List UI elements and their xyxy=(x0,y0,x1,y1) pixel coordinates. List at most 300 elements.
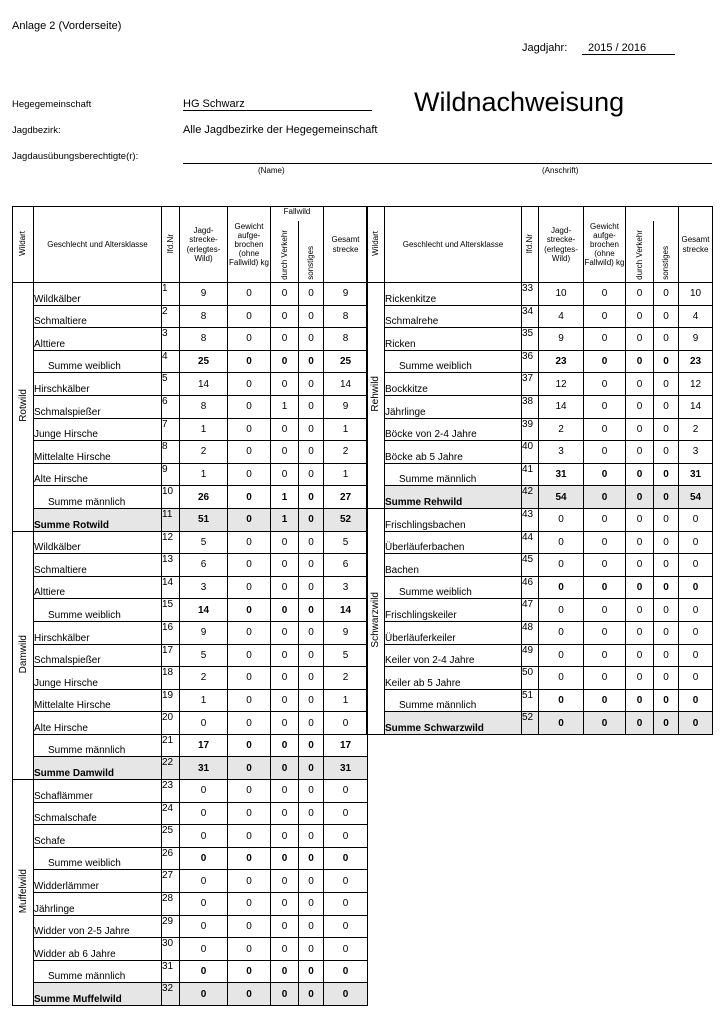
cell-strecke: 0 xyxy=(539,599,584,622)
cell-strecke: 0 xyxy=(539,689,584,712)
cell-gewicht: 0 xyxy=(584,350,626,373)
cell-gesamt: 1 xyxy=(324,463,368,486)
cell-class: Jährlinge xyxy=(34,893,162,916)
cell-verkehr: 0 xyxy=(271,712,299,735)
cell-gewicht: 0 xyxy=(584,395,626,418)
cell-sonstiges: 0 xyxy=(654,350,679,373)
cell-verkehr: 0 xyxy=(271,802,299,825)
cell-strecke: 5 xyxy=(180,644,228,667)
cell-verkehr: 0 xyxy=(626,644,654,667)
cell-class: Summe Muffelwild xyxy=(34,983,162,1006)
cell-sonstiges: 0 xyxy=(299,667,324,690)
cell-class: Wildkälber xyxy=(34,283,162,306)
cell-class: Rickenkitze xyxy=(385,283,522,306)
cell-class: Junge Hirsche xyxy=(34,418,162,441)
table-row xyxy=(13,283,368,306)
table-row xyxy=(13,870,368,893)
cell-strecke: 51 xyxy=(180,508,228,531)
table-row xyxy=(13,802,368,825)
wildnachweis-table-right xyxy=(366,206,713,735)
cell-nr: 4 xyxy=(162,350,180,373)
cell-verkehr: 0 xyxy=(626,441,654,464)
cell-gewicht: 0 xyxy=(228,305,271,328)
cell-nr: 17 xyxy=(162,644,180,667)
cell-class: Mittelalte Hirsche xyxy=(34,441,162,464)
cell-strecke: 0 xyxy=(180,847,228,870)
cell-nr: 5 xyxy=(162,373,180,396)
cell-nr: 34 xyxy=(522,305,539,328)
table-row xyxy=(367,576,713,599)
cell-gesamt: 0 xyxy=(324,938,368,961)
cell-verkehr: 0 xyxy=(271,644,299,667)
cell-verkehr: 0 xyxy=(626,599,654,622)
cell-sonstiges: 0 xyxy=(299,983,324,1006)
cell-class: Alte Hirsche xyxy=(34,463,162,486)
cell-gesamt: 1 xyxy=(324,418,368,441)
cell-verkehr: 0 xyxy=(271,689,299,712)
cell-class: Summe männlich xyxy=(385,689,522,712)
cell-gewicht: 0 xyxy=(228,599,271,622)
cell-nr: 25 xyxy=(162,825,180,848)
table-row xyxy=(13,847,368,870)
cell-gewicht: 0 xyxy=(584,599,626,622)
cell-gewicht: 0 xyxy=(584,508,626,531)
cell-gewicht: 0 xyxy=(584,486,626,509)
cell-sonstiges: 0 xyxy=(299,757,324,780)
cell-strecke: 10 xyxy=(539,283,584,306)
cell-sonstiges: 0 xyxy=(299,328,324,351)
cell-verkehr: 0 xyxy=(271,915,299,938)
cell-nr: 45 xyxy=(522,554,539,577)
group-label-muffelwild: Muffelwild xyxy=(13,780,34,1006)
cell-nr: 9 xyxy=(162,463,180,486)
cell-gesamt: 2 xyxy=(324,667,368,690)
cell-sonstiges: 0 xyxy=(299,441,324,464)
cell-verkehr: 0 xyxy=(271,350,299,373)
table-row xyxy=(13,599,368,622)
cell-nr: 13 xyxy=(162,554,180,577)
cell-nr: 28 xyxy=(162,893,180,916)
cell-class: Schaflämmer xyxy=(34,780,162,803)
cell-gesamt: 0 xyxy=(679,554,713,577)
cell-strecke: 6 xyxy=(180,554,228,577)
name-caption: (Name) xyxy=(258,166,285,175)
cell-gesamt: 0 xyxy=(324,847,368,870)
col-wildart: Wildart xyxy=(367,207,385,283)
cell-strecke: 8 xyxy=(180,328,228,351)
cell-nr: 6 xyxy=(162,395,180,418)
cell-sonstiges: 0 xyxy=(654,531,679,554)
col-nr: lfd.Nr xyxy=(522,207,539,283)
cell-sonstiges: 0 xyxy=(654,599,679,622)
cell-gesamt: 52 xyxy=(324,508,368,531)
table-row xyxy=(367,305,713,328)
cell-verkehr: 0 xyxy=(271,667,299,690)
cell-verkehr: 1 xyxy=(271,395,299,418)
cell-verkehr: 0 xyxy=(271,463,299,486)
cell-gesamt: 0 xyxy=(324,915,368,938)
cell-sonstiges: 0 xyxy=(654,644,679,667)
cell-strecke: 0 xyxy=(539,667,584,690)
cell-sonstiges: 0 xyxy=(654,283,679,306)
cell-sonstiges: 0 xyxy=(299,395,324,418)
table-row xyxy=(13,486,368,509)
cell-strecke: 0 xyxy=(539,621,584,644)
table-row xyxy=(13,893,368,916)
cell-class: Keiler ab 5 Jahre xyxy=(385,667,522,690)
cell-strecke: 2 xyxy=(180,441,228,464)
cell-gesamt: 0 xyxy=(679,599,713,622)
annex-label: Anlage 2 (Vorderseite) xyxy=(12,20,122,32)
cell-gesamt: 3 xyxy=(324,576,368,599)
cell-nr: 7 xyxy=(162,418,180,441)
cell-sonstiges: 0 xyxy=(299,599,324,622)
cell-verkehr: 0 xyxy=(271,621,299,644)
cell-gesamt: 14 xyxy=(679,395,713,418)
cell-gewicht: 0 xyxy=(228,780,271,803)
cell-verkehr: 0 xyxy=(626,554,654,577)
cell-nr: 16 xyxy=(162,621,180,644)
cell-sonstiges: 0 xyxy=(299,893,324,916)
cell-gesamt: 10 xyxy=(679,283,713,306)
cell-nr: 52 xyxy=(522,712,539,735)
cell-gewicht: 0 xyxy=(228,531,271,554)
table-row xyxy=(13,508,368,531)
cell-verkehr: 0 xyxy=(271,825,299,848)
col-strecke: Jagd-strecke-(erlegtes-Wild) xyxy=(180,207,228,283)
cell-gewicht: 0 xyxy=(228,870,271,893)
cell-class: Alte Hirsche xyxy=(34,712,162,735)
cell-sonstiges: 0 xyxy=(299,938,324,961)
cell-class: Ricken xyxy=(385,328,522,351)
hegegemeinschaft-label: Hegegemeinschaft xyxy=(12,99,92,110)
cell-verkehr: 0 xyxy=(626,373,654,396)
cell-nr: 23 xyxy=(162,780,180,803)
cell-class: Summe Rotwild xyxy=(34,508,162,531)
cell-sonstiges: 0 xyxy=(299,847,324,870)
cell-sonstiges: 0 xyxy=(299,621,324,644)
cell-strecke: 14 xyxy=(180,373,228,396)
cell-class: Alttiere xyxy=(34,328,162,351)
cell-verkehr: 0 xyxy=(271,328,299,351)
cell-nr: 10 xyxy=(162,486,180,509)
cell-strecke: 0 xyxy=(539,644,584,667)
cell-gewicht: 0 xyxy=(584,576,626,599)
col-verkehr: durch Verkehr xyxy=(271,221,299,283)
cell-nr: 39 xyxy=(522,418,539,441)
jagdjahr-value: 2015 / 2016 xyxy=(582,42,675,55)
cell-strecke: 1 xyxy=(180,418,228,441)
cell-gewicht: 0 xyxy=(584,712,626,735)
cell-sonstiges: 0 xyxy=(654,621,679,644)
cell-class: Hirschkälber xyxy=(34,373,162,396)
cell-gewicht: 0 xyxy=(228,960,271,983)
cell-gesamt: 14 xyxy=(324,373,368,396)
cell-verkehr: 0 xyxy=(626,305,654,328)
table-row xyxy=(367,599,713,622)
cell-gewicht: 0 xyxy=(228,418,271,441)
cell-gesamt: 23 xyxy=(679,350,713,373)
cell-gesamt: 17 xyxy=(324,734,368,757)
cell-nr: 15 xyxy=(162,599,180,622)
page-title: Wildnachweisung xyxy=(414,87,625,117)
cell-sonstiges: 0 xyxy=(299,734,324,757)
col-gesamt: Gesamt strecke xyxy=(679,207,713,283)
cell-strecke: 5 xyxy=(180,531,228,554)
berechtigte-field xyxy=(183,150,712,164)
cell-class: Summe weiblich xyxy=(34,847,162,870)
cell-gewicht: 0 xyxy=(584,463,626,486)
cell-gewicht: 0 xyxy=(228,486,271,509)
cell-sonstiges: 0 xyxy=(654,441,679,464)
cell-sonstiges: 0 xyxy=(299,689,324,712)
cell-gewicht: 0 xyxy=(228,373,271,396)
cell-gesamt: 9 xyxy=(324,621,368,644)
cell-verkehr: 0 xyxy=(271,441,299,464)
cell-nr: 40 xyxy=(522,441,539,464)
cell-sonstiges: 0 xyxy=(299,576,324,599)
cell-verkehr: 0 xyxy=(271,870,299,893)
cell-nr: 35 xyxy=(522,328,539,351)
table-row xyxy=(13,644,368,667)
cell-strecke: 0 xyxy=(539,576,584,599)
cell-verkehr: 0 xyxy=(271,531,299,554)
table-row xyxy=(367,283,713,306)
cell-sonstiges: 0 xyxy=(654,554,679,577)
cell-gesamt: 0 xyxy=(324,825,368,848)
cell-nr: 33 xyxy=(522,283,539,306)
cell-strecke: 0 xyxy=(180,802,228,825)
cell-gewicht: 0 xyxy=(228,395,271,418)
table-row xyxy=(13,734,368,757)
cell-class: Bockkitze xyxy=(385,373,522,396)
cell-gewicht: 0 xyxy=(584,531,626,554)
cell-gesamt: 5 xyxy=(324,644,368,667)
cell-class: Schmalspießer xyxy=(34,395,162,418)
cell-sonstiges: 0 xyxy=(654,689,679,712)
table-row xyxy=(367,667,713,690)
table-row xyxy=(367,418,713,441)
cell-nr: 49 xyxy=(522,644,539,667)
cell-class: Überläuferbachen xyxy=(385,531,522,554)
table-row xyxy=(13,418,368,441)
cell-sonstiges: 0 xyxy=(299,531,324,554)
cell-verkehr: 0 xyxy=(626,576,654,599)
cell-strecke: 4 xyxy=(539,305,584,328)
cell-sonstiges: 0 xyxy=(654,667,679,690)
cell-class: Summe männlich xyxy=(34,734,162,757)
col-klasse: Geschlecht und Altersklasse xyxy=(34,207,162,283)
cell-gesamt: 0 xyxy=(679,621,713,644)
jagdjahr-label: Jagdjahr: xyxy=(522,42,568,54)
wildnachweis-table-left xyxy=(12,206,368,1006)
cell-gewicht: 0 xyxy=(228,825,271,848)
cell-verkehr: 1 xyxy=(271,508,299,531)
cell-verkehr: 0 xyxy=(271,576,299,599)
cell-nr: 27 xyxy=(162,870,180,893)
table-row xyxy=(367,328,713,351)
cell-strecke: 54 xyxy=(539,486,584,509)
hegegemeinschaft-value: HG Schwarz xyxy=(183,98,372,111)
cell-gesamt: 0 xyxy=(679,712,713,735)
cell-sonstiges: 0 xyxy=(654,373,679,396)
col-strecke: Jagd-strecke-(erlegtes-Wild) xyxy=(539,207,584,283)
cell-gewicht: 0 xyxy=(228,350,271,373)
cell-gewicht: 0 xyxy=(228,734,271,757)
cell-gesamt: 2 xyxy=(679,418,713,441)
table-row xyxy=(367,644,713,667)
cell-gesamt: 25 xyxy=(324,350,368,373)
table-row xyxy=(367,554,713,577)
table-row xyxy=(367,350,713,373)
cell-nr: 21 xyxy=(162,734,180,757)
cell-class: Summe männlich xyxy=(385,463,522,486)
cell-verkehr: 0 xyxy=(626,689,654,712)
cell-class: Summe weiblich xyxy=(385,350,522,373)
cell-sonstiges: 0 xyxy=(299,305,324,328)
cell-strecke: 12 xyxy=(539,373,584,396)
cell-gewicht: 0 xyxy=(228,621,271,644)
cell-strecke: 31 xyxy=(180,757,228,780)
cell-gewicht: 0 xyxy=(584,441,626,464)
table-row xyxy=(367,689,713,712)
cell-strecke: 0 xyxy=(539,554,584,577)
cell-strecke: 14 xyxy=(539,395,584,418)
cell-verkehr: 0 xyxy=(271,893,299,916)
table-row xyxy=(13,531,368,554)
cell-class: Summe weiblich xyxy=(34,599,162,622)
cell-nr: 32 xyxy=(162,983,180,1006)
cell-nr: 12 xyxy=(162,531,180,554)
cell-gewicht: 0 xyxy=(228,893,271,916)
cell-class: Überläuferkeiler xyxy=(385,621,522,644)
cell-class: Junge Hirsche xyxy=(34,667,162,690)
cell-nr: 48 xyxy=(522,621,539,644)
cell-gesamt: 9 xyxy=(679,328,713,351)
cell-gesamt: 0 xyxy=(324,983,368,1006)
cell-sonstiges: 0 xyxy=(299,960,324,983)
cell-verkehr: 0 xyxy=(626,531,654,554)
cell-gewicht: 0 xyxy=(228,915,271,938)
group-label-rehwild: Rehwild xyxy=(367,283,385,509)
cell-gewicht: 0 xyxy=(584,621,626,644)
cell-gesamt: 12 xyxy=(679,373,713,396)
cell-nr: 31 xyxy=(162,960,180,983)
cell-strecke: 1 xyxy=(180,463,228,486)
cell-sonstiges: 0 xyxy=(299,712,324,735)
berechtigte-label: Jagdausübungsberechtigte(r): xyxy=(12,151,139,162)
col-nr: lfd.Nr xyxy=(162,207,180,283)
cell-nr: 37 xyxy=(522,373,539,396)
cell-verkehr: 0 xyxy=(271,599,299,622)
table-row xyxy=(13,441,368,464)
cell-sonstiges: 0 xyxy=(654,395,679,418)
cell-sonstiges: 0 xyxy=(654,328,679,351)
cell-sonstiges: 0 xyxy=(299,802,324,825)
cell-strecke: 23 xyxy=(539,350,584,373)
table-row xyxy=(367,712,713,735)
cell-class: Summe weiblich xyxy=(385,576,522,599)
cell-gewicht: 0 xyxy=(584,554,626,577)
table-row xyxy=(13,328,368,351)
cell-gesamt: 9 xyxy=(324,283,368,306)
cell-nr: 18 xyxy=(162,667,180,690)
cell-nr: 2 xyxy=(162,305,180,328)
cell-class: Schmalspießer xyxy=(34,644,162,667)
table-row xyxy=(13,576,368,599)
table-row xyxy=(367,441,713,464)
cell-gewicht: 0 xyxy=(228,328,271,351)
group-label-schwarzwild: Schwarzwild xyxy=(367,508,385,734)
cell-verkehr: 0 xyxy=(271,283,299,306)
table-row xyxy=(13,757,368,780)
col-sonstiges: sonstiges xyxy=(654,221,679,283)
jagdbezirk-value: Alle Jagdbezirke der Hegegemeinschaft xyxy=(183,124,378,136)
table-row xyxy=(13,960,368,983)
cell-class: Böcke von 2-4 Jahre xyxy=(385,418,522,441)
cell-strecke: 0 xyxy=(180,915,228,938)
cell-nr: 42 xyxy=(522,486,539,509)
table-row xyxy=(367,508,713,531)
cell-strecke: 0 xyxy=(180,938,228,961)
cell-gesamt: 8 xyxy=(324,305,368,328)
cell-gesamt: 31 xyxy=(679,463,713,486)
cell-verkehr: 0 xyxy=(271,418,299,441)
cell-gesamt: 8 xyxy=(324,328,368,351)
cell-strecke: 17 xyxy=(180,734,228,757)
cell-class: Bachen xyxy=(385,554,522,577)
cell-sonstiges: 0 xyxy=(299,780,324,803)
cell-nr: 29 xyxy=(162,915,180,938)
cell-nr: 11 xyxy=(162,508,180,531)
cell-nr: 30 xyxy=(162,938,180,961)
col-wildart: Wildart xyxy=(13,207,34,283)
cell-gesamt: 0 xyxy=(679,576,713,599)
cell-gewicht: 0 xyxy=(228,802,271,825)
cell-strecke: 0 xyxy=(180,983,228,1006)
cell-strecke: 14 xyxy=(180,599,228,622)
table-row xyxy=(13,395,368,418)
cell-verkehr: 0 xyxy=(626,283,654,306)
col-fallwild: Fallwild xyxy=(271,207,324,221)
table-row xyxy=(13,350,368,373)
cell-gewicht: 0 xyxy=(584,305,626,328)
cell-strecke: 2 xyxy=(180,667,228,690)
cell-gewicht: 0 xyxy=(228,983,271,1006)
cell-gewicht: 0 xyxy=(228,667,271,690)
cell-gesamt: 0 xyxy=(324,870,368,893)
cell-strecke: 9 xyxy=(180,283,228,306)
cell-strecke: 0 xyxy=(539,508,584,531)
table-row xyxy=(367,621,713,644)
cell-strecke: 25 xyxy=(180,350,228,373)
cell-class: Schmaltiere xyxy=(34,305,162,328)
cell-class: Keiler von 2-4 Jahre xyxy=(385,644,522,667)
cell-strecke: 0 xyxy=(539,531,584,554)
cell-gewicht: 0 xyxy=(228,283,271,306)
table-row xyxy=(13,554,368,577)
cell-strecke: 9 xyxy=(539,328,584,351)
cell-class: Schmalschafe xyxy=(34,802,162,825)
cell-gesamt: 2 xyxy=(324,441,368,464)
cell-strecke: 31 xyxy=(539,463,584,486)
group-label-damwild: Damwild xyxy=(13,531,34,780)
cell-sonstiges: 0 xyxy=(299,350,324,373)
cell-gewicht: 0 xyxy=(228,757,271,780)
cell-gewicht: 0 xyxy=(584,418,626,441)
cell-sonstiges: 0 xyxy=(299,915,324,938)
cell-class: Summe Schwarzwild xyxy=(385,712,522,735)
